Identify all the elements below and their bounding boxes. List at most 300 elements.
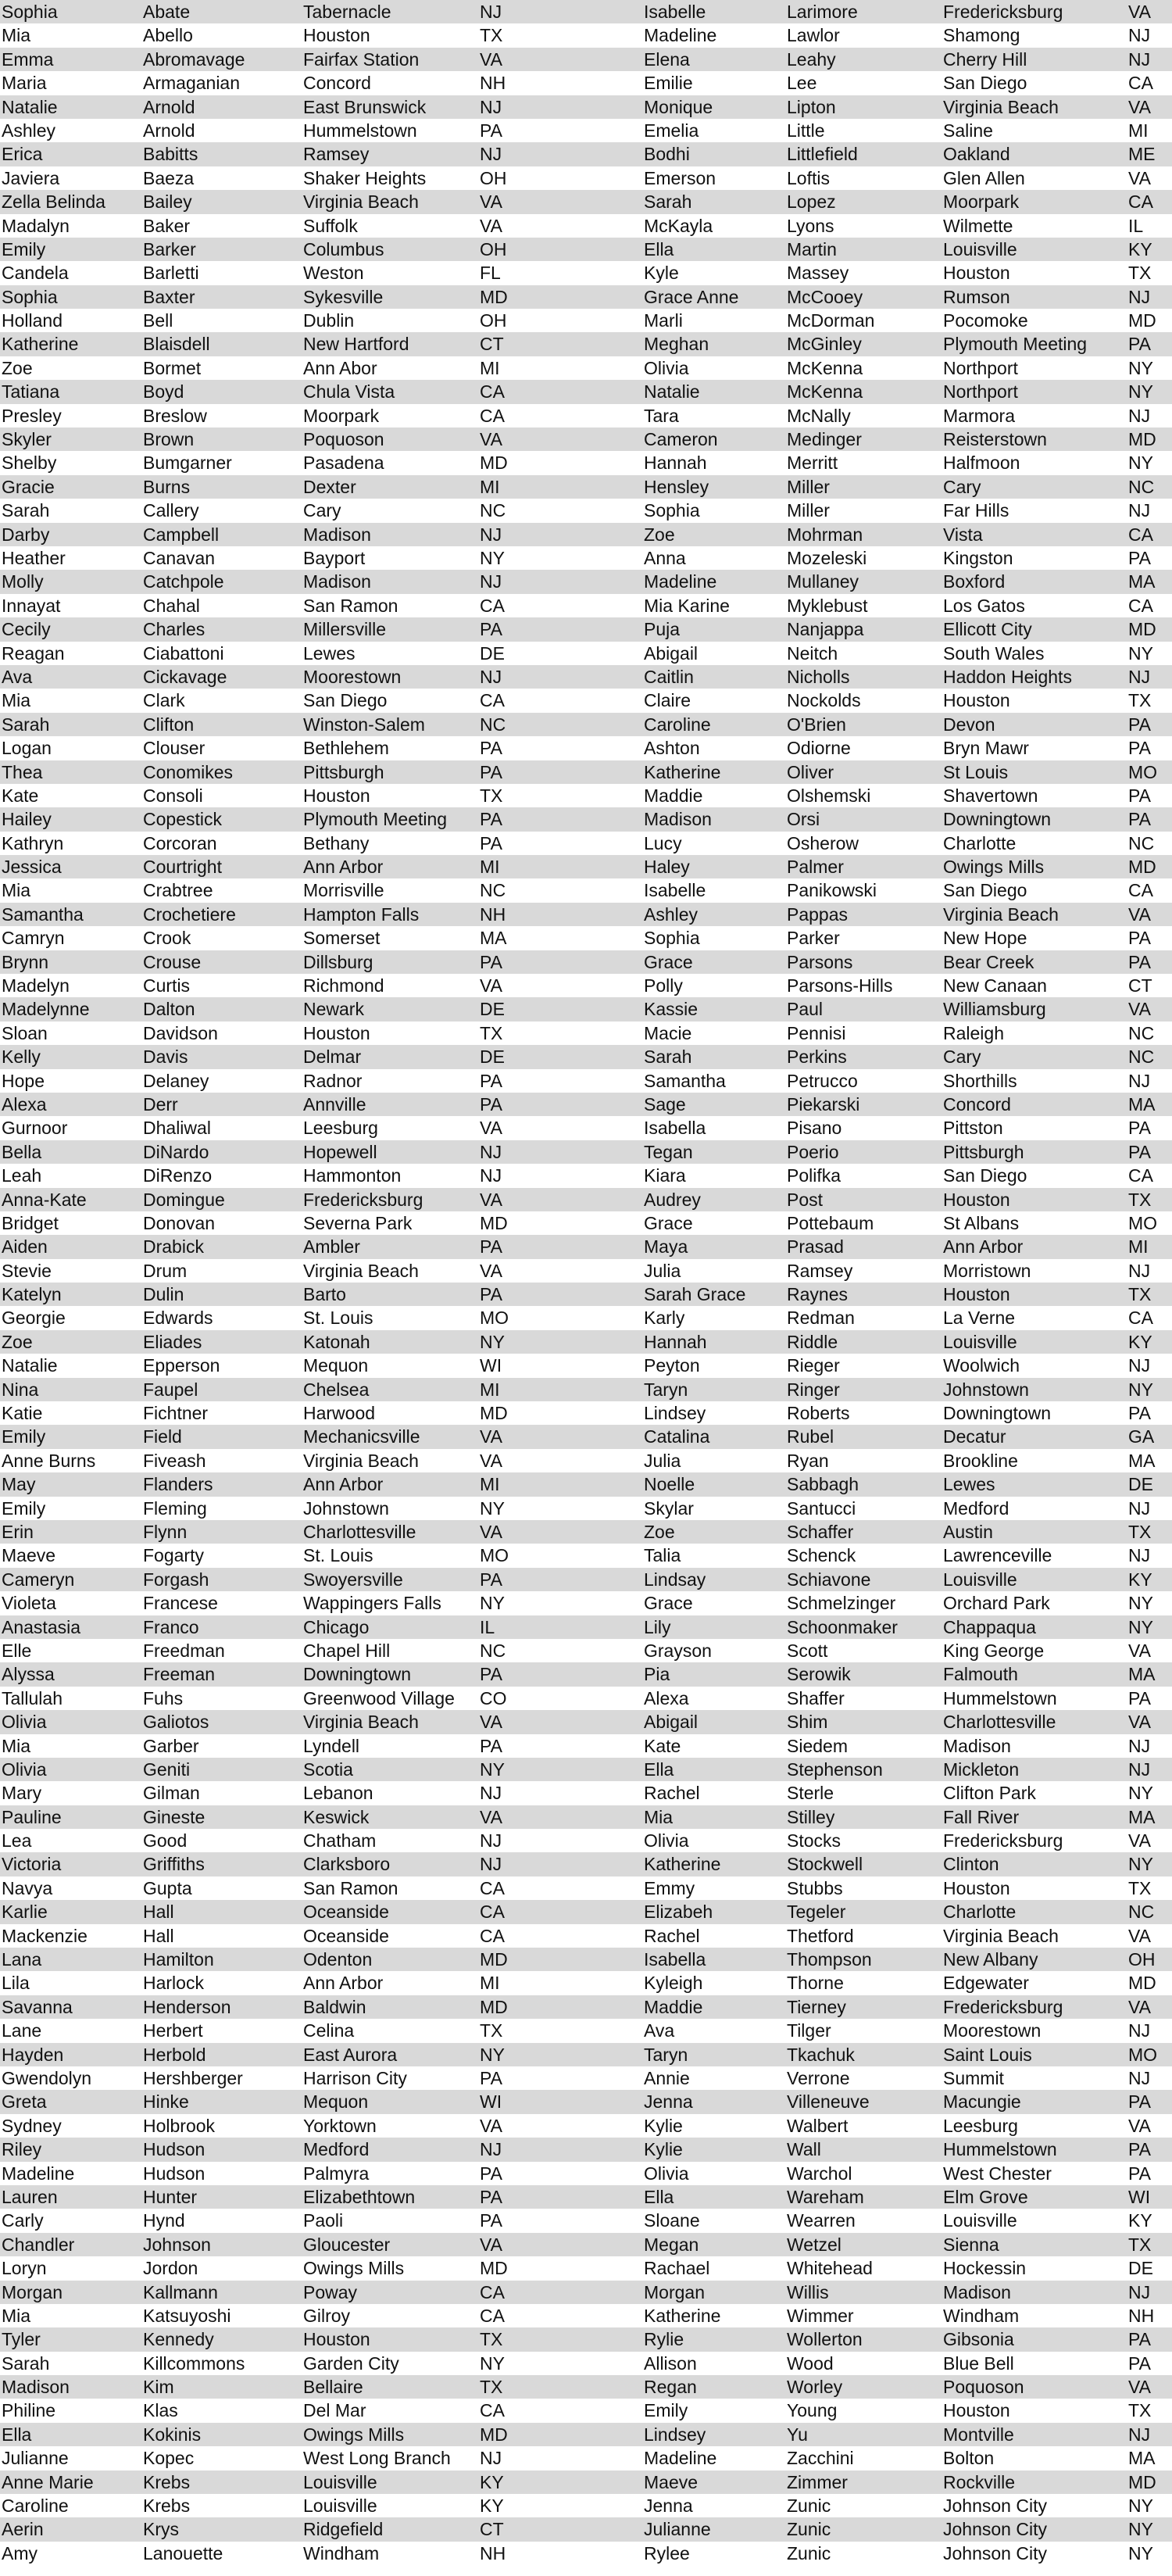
roster-row [0, 926, 588, 950]
roster-row [586, 2090, 1172, 2113]
city-cell: New Hartford [303, 334, 409, 355]
last-name-cell: Petrucco [787, 1070, 858, 1091]
roster-row [0, 428, 588, 451]
state-cell: VA [480, 1806, 502, 1827]
city-cell: Houston [303, 1022, 370, 1043]
roster-row [586, 475, 1172, 499]
city-cell: Concord [943, 1093, 1011, 1114]
roster-row [0, 546, 588, 570]
last-name-cell: Conomikes [143, 761, 234, 782]
state-cell: MO [480, 1308, 509, 1329]
last-name-cell: Prasad [787, 1236, 844, 1258]
first-name-cell: Mia [2, 880, 31, 901]
state-cell: MD [1128, 310, 1156, 331]
city-cell: Medford [303, 2139, 370, 2160]
state-cell: NY [480, 1758, 505, 1780]
city-cell: Morrisville [303, 880, 384, 901]
last-name-cell: Clark [143, 690, 185, 711]
last-name-cell: Hynd [143, 2210, 185, 2231]
last-name-cell: Orsi [787, 809, 820, 830]
first-name-cell: Bridget [2, 1212, 59, 1233]
last-name-cell: Canavan [143, 547, 216, 568]
last-name-cell: Curtis [143, 975, 191, 996]
roster-row [586, 1781, 1172, 1805]
city-cell: Virginia Beach [943, 903, 1059, 925]
state-cell: NJ [480, 1165, 502, 1186]
first-name-cell: Hayden [2, 2044, 64, 2065]
city-cell: Edgewater [943, 1973, 1029, 1994]
last-name-cell: Gupta [143, 1877, 192, 1898]
city-cell: Wappingers Falls [303, 1593, 441, 1614]
roster-row [586, 309, 1172, 332]
state-cell: MD [480, 2258, 508, 2279]
city-cell: Palmyra [303, 2163, 370, 2184]
last-name-cell: Fogarty [143, 1545, 204, 1566]
state-cell: OH [480, 310, 507, 331]
first-name-cell: Sloane [644, 2210, 700, 2231]
roster-row [586, 1948, 1172, 1971]
state-cell: CA [1128, 524, 1153, 545]
first-name-cell: Samantha [644, 1070, 726, 1091]
first-name-cell: Isabelle [644, 2, 706, 22]
first-name-cell: Maeve [2, 1545, 56, 1566]
roster-row [586, 2304, 1172, 2327]
city-cell: Hockessin [943, 2258, 1027, 2279]
roster-row [0, 2281, 588, 2304]
last-name-cell: Neitch [787, 642, 838, 664]
city-cell: Houston [943, 2400, 1010, 2421]
city-cell: Houston [943, 263, 1010, 284]
roster-row [0, 1330, 588, 1354]
last-name-cell: Oliver [787, 761, 834, 782]
roster-row [586, 665, 1172, 689]
state-cell: TX [480, 2329, 503, 2350]
state-cell: FL [480, 263, 501, 284]
first-name-cell: Julianne [2, 2448, 69, 2469]
city-cell: Ridgefield [303, 2519, 384, 2540]
state-cell: NY [1128, 642, 1153, 664]
roster-row [586, 1425, 1172, 1448]
city-cell: Virginia Beach [303, 191, 419, 213]
roster-row [586, 878, 1172, 902]
roster-row [0, 2494, 588, 2517]
first-name-cell: Ashley [2, 120, 56, 141]
roster-row [586, 119, 1172, 142]
state-cell: NJ [1128, 48, 1151, 70]
first-name-cell: Darby [2, 524, 50, 545]
first-name-cell: Sarah Grace [644, 1284, 746, 1305]
last-name-cell: Yu [787, 2424, 808, 2445]
last-name-cell: Babitts [143, 144, 198, 165]
roster-row [586, 642, 1172, 665]
city-cell: Downingtown [303, 1664, 412, 1685]
last-name-cell: Nicholls [787, 666, 850, 687]
last-name-cell: Tierney [787, 1996, 846, 2017]
last-name-cell: Delaney [143, 1070, 209, 1091]
roster-row [586, 0, 1172, 23]
last-name-cell: Good [143, 1830, 188, 1852]
city-cell: Poquoson [303, 429, 384, 450]
city-cell: Vista [943, 524, 983, 545]
roster-row [586, 2066, 1172, 2090]
roster-row [0, 1520, 588, 1544]
state-cell: NJ [1128, 1735, 1151, 1756]
last-name-cell: Herbold [143, 2044, 206, 2065]
state-cell: MD [480, 1996, 508, 2017]
roster-row [0, 2162, 588, 2185]
state-cell: TX [1128, 690, 1152, 711]
city-cell: Wilmette [943, 215, 1013, 236]
last-name-cell: Bormet [143, 357, 202, 378]
state-cell: VA [480, 1712, 502, 1733]
state-cell: DE [480, 1046, 505, 1068]
city-cell: Keswick [303, 1806, 370, 1827]
city-cell: Madison [943, 2281, 1011, 2302]
state-cell: CA [480, 1925, 505, 1946]
state-cell: NC [480, 880, 506, 901]
first-name-cell: Anna-Kate [2, 1189, 87, 1210]
state-cell: VA [480, 1189, 502, 1210]
state-cell: NJ [480, 2, 502, 22]
last-name-cell: Callery [143, 500, 199, 521]
city-cell: Gilroy [303, 2305, 351, 2326]
city-cell: Ann Abor [303, 357, 377, 378]
first-name-cell: Tallulah [2, 1687, 63, 1708]
roster-row [0, 832, 588, 855]
roster-row [586, 594, 1172, 617]
last-name-cell: Stephenson [787, 1758, 883, 1780]
first-name-cell: Rylie [644, 2329, 684, 2350]
first-name-cell: Philine [2, 2400, 56, 2421]
state-cell: WI [480, 1355, 502, 1376]
state-cell: CA [1128, 880, 1153, 901]
first-name-cell: Talia [644, 1545, 681, 1566]
city-cell: Windham [303, 2542, 380, 2563]
last-name-cell: Kim [143, 2377, 174, 2398]
first-name-cell: Maya [644, 1236, 688, 1258]
first-name-cell: Emilie [644, 73, 693, 94]
city-cell: Johnstown [943, 1379, 1029, 1400]
roster-row [0, 1710, 588, 1733]
last-name-cell: Gineste [143, 1806, 205, 1827]
roster-row [586, 451, 1172, 474]
last-name-cell: McDorman [787, 310, 875, 331]
first-name-cell: Kassie [644, 999, 699, 1020]
city-cell: Louisville [943, 1331, 1017, 1352]
first-name-cell: Sage [644, 1093, 686, 1114]
first-name-cell: Olivia [2, 1712, 47, 1733]
first-name-cell: Julianne [644, 2519, 711, 2540]
state-cell: NJ [1128, 500, 1151, 521]
roster-row [0, 974, 588, 997]
first-name-cell: Kiara [644, 1165, 686, 1186]
last-name-cell: Brown [143, 429, 195, 450]
last-name-cell: Medinger [787, 429, 862, 450]
first-name-cell: Jenna [644, 2091, 693, 2113]
last-name-cell: Dulin [143, 1284, 184, 1305]
last-name-cell: Willis [787, 2281, 829, 2302]
state-cell: PA [480, 2067, 502, 2088]
city-cell: Blue Bell [943, 2352, 1014, 2374]
first-name-cell: Annie [644, 2067, 690, 2088]
state-cell: NC [1128, 1046, 1155, 1068]
first-name-cell: Mia Karine [644, 595, 730, 616]
city-cell: Falmouth [943, 1664, 1018, 1685]
last-name-cell: Abate [143, 2, 191, 22]
city-cell: Madison [943, 1735, 1011, 1756]
city-cell: Saline [943, 120, 993, 141]
first-name-cell: Karly [644, 1308, 685, 1329]
state-cell: MI [480, 857, 500, 878]
last-name-cell: Flanders [143, 1474, 213, 1495]
state-cell: CA [480, 595, 505, 616]
last-name-cell: Loftis [787, 167, 830, 188]
last-name-cell: Clouser [143, 738, 205, 759]
roster-row [586, 2043, 1172, 2066]
first-name-cell: Grace [644, 1212, 693, 1233]
roster-row [0, 713, 588, 736]
first-name-cell: Skylar [644, 1497, 694, 1519]
first-name-cell: Katherine [644, 1854, 721, 1875]
state-cell: MI [480, 357, 500, 378]
first-name-cell: Caitlin [644, 666, 694, 687]
city-cell: Gloucester [303, 2234, 391, 2255]
last-name-cell: Wareham [787, 2186, 864, 2207]
state-cell: NY [1128, 2542, 1153, 2563]
first-name-cell: McKayla [644, 215, 713, 236]
last-name-cell: Serowik [787, 1664, 851, 1685]
roster-row [586, 1497, 1172, 1520]
first-name-cell: Alyssa [2, 1664, 55, 1685]
state-cell: MA [1128, 1093, 1156, 1114]
state-cell: NJ [480, 666, 502, 687]
city-cell: Houston [943, 1877, 1010, 1898]
last-name-cell: Walbert [787, 2115, 849, 2136]
first-name-cell: Aerin [2, 2519, 44, 2540]
roster-row [586, 1354, 1172, 1377]
first-name-cell: Noelle [644, 1474, 695, 1495]
roster-row [0, 736, 588, 760]
city-cell: Bear Creek [943, 951, 1034, 972]
first-name-cell: Madeline [2, 2163, 75, 2184]
last-name-cell: Baxter [143, 286, 195, 307]
state-cell: IL [480, 1616, 495, 1637]
last-name-cell: Holbrook [143, 2115, 216, 2136]
city-cell: Moorestown [943, 2020, 1042, 2041]
roster-row [0, 0, 588, 23]
first-name-cell: Sarah [2, 714, 50, 735]
roster-row [586, 1877, 1172, 1900]
roster-row [0, 1283, 588, 1306]
first-name-cell: Sophia [2, 2, 58, 22]
city-cell: Ann Arbor [303, 1474, 384, 1495]
last-name-cell: Chahal [143, 595, 200, 616]
roster-row [0, 997, 588, 1021]
roster-row [586, 736, 1172, 760]
last-name-cell: Thetford [787, 1925, 854, 1946]
roster-row [586, 1995, 1172, 2019]
city-cell: San Diego [303, 690, 388, 711]
first-name-cell: Amy [2, 2542, 38, 2563]
last-name-cell: Fiveash [143, 1450, 206, 1471]
city-cell: Boxford [943, 571, 1006, 592]
last-name-cell: Stockwell [787, 1854, 863, 1875]
first-name-cell: Polly [644, 975, 683, 996]
state-cell: VA [480, 1118, 502, 1139]
state-cell: NJ [1128, 1497, 1151, 1519]
first-name-cell: Tara [644, 405, 679, 426]
state-cell: CA [1128, 73, 1153, 94]
roster-row [586, 903, 1172, 926]
state-cell: VA [480, 191, 502, 213]
first-name-cell: Mia [644, 1806, 674, 1827]
last-name-cell: Zunic [787, 2542, 831, 2563]
state-cell: MA [1128, 1664, 1156, 1685]
first-name-cell: Erica [2, 144, 43, 165]
city-cell: Houston [303, 25, 370, 46]
state-cell: PA [480, 809, 502, 830]
last-name-cell: Wetzel [787, 2234, 841, 2255]
city-cell: Cherry Hill [943, 48, 1027, 70]
roster-row [0, 2352, 588, 2375]
roster-row [0, 2066, 588, 2090]
state-cell: KY [480, 2496, 504, 2517]
last-name-cell: McKenna [787, 381, 863, 402]
city-cell: Louisville [943, 1569, 1017, 1590]
first-name-cell: Tyler [2, 2329, 41, 2350]
state-cell: VA [1128, 1830, 1151, 1852]
city-cell: New Hope [943, 928, 1027, 949]
last-name-cell: Barletti [143, 263, 199, 284]
city-cell: Greenwood Village [303, 1687, 455, 1708]
state-cell: NC [1128, 832, 1155, 853]
city-cell: Halfmoon [943, 453, 1020, 474]
city-cell: Moorpark [303, 405, 380, 426]
city-cell: Northport [943, 357, 1018, 378]
city-cell: Fairfax Station [303, 48, 420, 70]
state-cell: NY [480, 1497, 505, 1519]
last-name-cell: Lopez [787, 191, 836, 213]
first-name-cell: Sophia [644, 928, 700, 949]
city-cell: Mickleton [943, 1758, 1020, 1780]
roster-row [586, 713, 1172, 736]
roster-row [586, 71, 1172, 95]
state-cell: VA [480, 215, 502, 236]
roster-row [0, 807, 588, 831]
city-cell: Hummelstown [943, 1687, 1057, 1708]
last-name-cell: Lipton [787, 96, 836, 117]
last-name-cell: Ryan [787, 1450, 829, 1471]
state-cell: MD [1128, 429, 1156, 450]
city-cell: Oakland [943, 144, 1010, 165]
roster-row [586, 2423, 1172, 2446]
state-cell: MA [480, 928, 507, 949]
first-name-cell: Claire [644, 690, 691, 711]
city-cell: Winston-Salem [303, 714, 425, 735]
city-cell: Chappaqua [943, 1616, 1036, 1637]
last-name-cell: Wall [787, 2139, 821, 2160]
city-cell: Dublin [303, 310, 355, 331]
last-name-cell: Charles [143, 619, 205, 640]
state-cell: PA [1128, 2139, 1151, 2160]
last-name-cell: Kopec [143, 2448, 195, 2469]
first-name-cell: Taryn [644, 2044, 688, 2065]
first-name-cell: Natalie [2, 1355, 58, 1376]
state-cell: PA [1128, 2091, 1151, 2113]
roster-row [586, 2185, 1172, 2209]
first-name-cell: Victoria [2, 1854, 62, 1875]
last-name-cell: Ciabattoni [143, 642, 224, 664]
state-cell: PA [1128, 928, 1151, 949]
first-name-cell: Loryn [2, 2258, 47, 2279]
roster-row [0, 214, 588, 238]
city-cell: Ann Arbor [303, 857, 384, 878]
state-cell: NJ [1128, 666, 1151, 687]
last-name-cell: Cickavage [143, 666, 227, 687]
city-cell: East Brunswick [303, 96, 427, 117]
last-name-cell: Schoonmaker [787, 1616, 898, 1637]
roster-row [586, 523, 1172, 546]
roster-row [586, 1401, 1172, 1425]
city-cell: Yorktown [303, 2115, 377, 2136]
last-name-cell: Boyd [143, 381, 184, 402]
city-cell: St. Louis [303, 1308, 373, 1329]
state-cell: NY [1128, 453, 1153, 474]
roster-row [0, 1805, 588, 1829]
state-cell: CT [1128, 975, 1152, 996]
roster-row [586, 1330, 1172, 1354]
first-name-cell: Hannah [644, 453, 707, 474]
roster-row [0, 1116, 588, 1140]
state-cell: MI [480, 1379, 500, 1400]
roster-row [586, 617, 1172, 641]
roster-row [586, 1306, 1172, 1329]
last-name-cell: Epperson [143, 1355, 220, 1376]
city-cell: Ellicott City [943, 619, 1032, 640]
roster-row [0, 2542, 588, 2565]
last-name-cell: McGinley [787, 334, 862, 355]
city-cell: Shaker Heights [303, 167, 427, 188]
state-cell: CT [480, 334, 504, 355]
roster-row [0, 1662, 588, 1686]
first-name-cell: Lindsey [644, 2424, 706, 2445]
first-name-cell: Ava [2, 666, 33, 687]
state-cell: TX [480, 2377, 503, 2398]
roster-row [0, 2327, 588, 2351]
roster-row [0, 1568, 588, 1591]
roster-row [0, 760, 588, 784]
roster-row [0, 594, 588, 617]
first-name-cell: Lindsey [644, 1403, 706, 1424]
last-name-cell: Hunter [143, 2186, 198, 2207]
state-cell: MA [1128, 1806, 1156, 1827]
city-cell: Kingston [943, 547, 1013, 568]
first-name-cell: Monique [644, 96, 713, 117]
state-cell: NY [1128, 1616, 1153, 1637]
city-cell: Chapel Hill [303, 1640, 391, 1661]
city-cell: Bryn Mawr [943, 738, 1029, 759]
first-name-cell: Taryn [644, 1379, 688, 1400]
state-cell: MA [1128, 1450, 1156, 1471]
city-cell: Cary [943, 476, 981, 497]
first-name-cell: Mia [2, 2305, 31, 2326]
city-cell: Dillsburg [303, 951, 373, 972]
state-cell: PA [1128, 1687, 1151, 1708]
roster-row [586, 1069, 1172, 1093]
first-name-cell: Carly [2, 2210, 44, 2231]
first-name-cell: Lindsay [644, 1569, 706, 1590]
last-name-cell: Hall [143, 1925, 174, 1946]
